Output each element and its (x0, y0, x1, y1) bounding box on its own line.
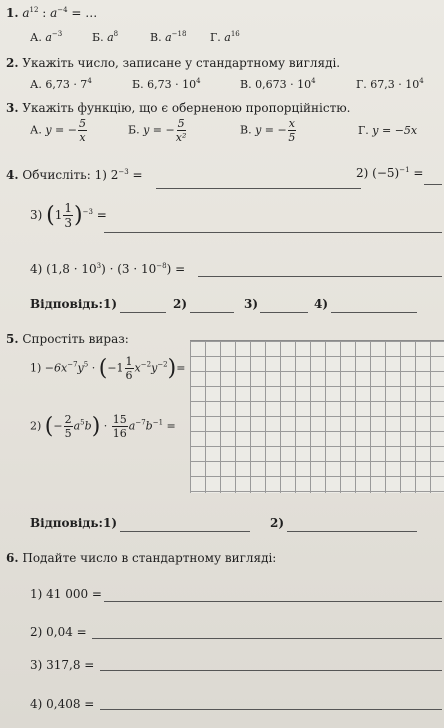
option-letter: Г. (358, 124, 369, 137)
q2-option-c[interactable] (240, 78, 316, 91)
option-exp: 16 (230, 30, 240, 38)
q1-option-a[interactable] (30, 31, 62, 44)
q4-p4-a: (1,8 · 10 (46, 262, 97, 276)
option-letter: Б. (92, 31, 104, 44)
q4-p2-answer-line[interactable] (424, 184, 442, 185)
q4-p3-whole: 1 (54, 208, 63, 222)
q5-e2-fraction-2: $\frac{15}{16}$ (112, 413, 127, 440)
q6-item-1-line[interactable] (104, 601, 442, 602)
q4-p4-tail: ) = (166, 262, 186, 276)
q1-option-d[interactable] (210, 31, 240, 44)
q4-p4-b-exp: −8 (156, 262, 167, 270)
q4-p2-base: (−5) (372, 166, 400, 180)
option-letter: А. (30, 78, 42, 91)
option-letter: Б. (128, 123, 140, 137)
q1-exp1: 12 (29, 6, 39, 14)
q5-answer-2-line[interactable] (287, 531, 417, 532)
option-base: a (107, 31, 114, 44)
q5-answer-1-label: 1) (103, 516, 118, 530)
q5-answer-2-label: 2) (270, 516, 285, 530)
q2-number: 2. (6, 56, 19, 70)
option-exp: 4 (419, 77, 424, 85)
q4-p3-exp: −3 (82, 208, 93, 216)
q4-p3-label: 3) (30, 208, 43, 222)
option-lhs: y = − (45, 123, 77, 137)
q4-answer-4-line[interactable] (331, 312, 417, 313)
q5-expr-2: 2) (− $\frac{2}{5}$ $a^5b$) · $\frac{15}{16}$ $a^{-7}b^{-1}$ = (30, 413, 176, 440)
q1-tail: = … (67, 6, 98, 20)
q5-e1-c1: −6x (44, 361, 68, 375)
q3-option-c[interactable] (240, 118, 297, 143)
option-exp: 4 (311, 77, 316, 85)
option-exp: 8 (113, 30, 119, 38)
q5-e1-c3: −1 (107, 361, 124, 375)
option-letter: Г. (356, 78, 367, 91)
q1-base2: a (50, 6, 58, 20)
q4-p2-label: 2) (356, 166, 369, 180)
option-exp: −3 (51, 30, 63, 38)
option-value: 0,673 · 10 (255, 78, 312, 91)
q4-answer-3-line[interactable] (260, 312, 308, 313)
q5-e2-tail: = (163, 419, 176, 433)
q5-e2-label: 2) (30, 419, 42, 433)
q3-text: Укажіть функцію, що є оберненою пропорційністю. (22, 101, 351, 115)
q4-answer-1-label: 1) (103, 297, 118, 311)
q5-number: 5. (6, 332, 19, 346)
q4-p4-mid: ) · (3 · 10 (101, 262, 157, 276)
q4-p3-tail: = (96, 208, 107, 222)
option-lhs: y = − (255, 123, 287, 137)
q4-p3-answer-line[interactable] (104, 232, 442, 233)
q6-item-3-line[interactable] (100, 670, 442, 671)
q5-prompt (6, 332, 129, 346)
option-lhs: y = −5x (372, 124, 418, 137)
q1-exp2: −4 (57, 6, 68, 14)
q1-op: : (38, 6, 51, 20)
q4-p2-tail: = (409, 166, 424, 180)
q2-option-d[interactable] (356, 78, 424, 91)
q3-number: 3. (6, 101, 19, 115)
q4-answer-2-line[interactable] (190, 312, 234, 313)
q4-answer-3-label: 3) (244, 297, 259, 311)
q1-option-c[interactable] (150, 31, 186, 44)
option-fraction: $\frac{5}{\text{x²}}$ (175, 117, 187, 144)
q5-expr-1: $1) -6x^{-7}y^5 \cdot (-1$ $\frac{1}{6}$ $x^{-2}y^{-2})=$ (30, 355, 186, 382)
option-letter: В. (240, 78, 252, 91)
option-exp: 4 (87, 77, 92, 85)
q1-prompt (6, 6, 97, 20)
option-letter: В. (150, 31, 162, 44)
q6-text: Подайте число в стандартному вигляді: (22, 551, 277, 565)
option-letter: В. (240, 123, 252, 137)
q4-p3: 3) (1 $\frac{1}{3}$ )$^{-3}$ = (30, 201, 107, 230)
q5-e2-fraction-1: $\frac{2}{5}$ (64, 413, 72, 440)
q4-answer-2-label: 2) (173, 297, 188, 311)
option-base: a (165, 31, 172, 44)
q5-text: Спростіть вираз: (22, 332, 129, 346)
q1-base1: a (22, 6, 30, 20)
q4-p1-answer-line[interactable] (156, 188, 361, 189)
q2-text: Укажіть число, записане у стандартному вигляді. (22, 56, 341, 70)
option-exp: −18 (171, 30, 187, 38)
q6-prompt (6, 551, 276, 565)
q3-option-b[interactable] (128, 118, 187, 143)
q4-p1-exp: −3 (118, 168, 129, 176)
q5-e1-fraction: $\frac{1}{6}$ (125, 355, 133, 382)
q5-answers-label: Відповідь: (30, 516, 103, 530)
q4-p3-fraction: $\frac{1}{3}$ (64, 201, 73, 230)
q4-p1-tail: = (128, 168, 143, 182)
option-value: 6,73 · 7 (45, 78, 88, 91)
q4-p2 (356, 166, 423, 180)
q4-p4-label: 4) (30, 262, 43, 276)
q4-p1-base: 2 (110, 168, 119, 182)
q4-text: Обчисліть: (22, 168, 91, 182)
option-value: 6,73 · 10 (147, 78, 197, 91)
q5-e1-tail: = (176, 361, 186, 375)
q4-prompt (6, 168, 143, 182)
q5-e1-c2: y (77, 361, 84, 375)
option-exp: 4 (196, 77, 201, 85)
q6-item-1: 1) 41 000 = (30, 587, 102, 601)
option-fraction: $\frac{5}{x}$ (78, 117, 86, 144)
q3-option-d[interactable] (358, 124, 417, 137)
q4-p4-a-exp: 3 (96, 262, 102, 270)
option-letter: Г. (210, 31, 221, 44)
q4-p1-label: 1) (94, 168, 107, 182)
q6-number: 6. (6, 551, 19, 565)
q6-item-3: 3) 317,8 = (30, 658, 95, 672)
option-value: 67,3 · 10 (370, 78, 420, 91)
q3-prompt (6, 101, 351, 115)
q2-option-b[interactable] (132, 78, 201, 91)
option-lhs: y = − (143, 123, 175, 137)
q6-item-2-line[interactable] (92, 638, 442, 639)
q4-answers-label: Відповідь: (30, 297, 103, 311)
option-fraction: $\frac{x}{5}$ (288, 117, 296, 144)
option-letter: А. (30, 31, 42, 44)
q2-prompt (6, 56, 340, 70)
q5-answer-1-line[interactable] (120, 531, 250, 532)
q4-p2-exp: −1 (399, 166, 410, 174)
option-letter: А. (30, 123, 42, 137)
q4-answer-4-label: 4) (314, 297, 329, 311)
q5-e1-label: 1) (30, 361, 42, 375)
q4-number: 4. (6, 168, 19, 182)
option-letter: Б. (132, 78, 144, 91)
q1-number: 1. (6, 6, 19, 20)
q6-item-4-line[interactable] (100, 709, 442, 710)
q3-option-a[interactable] (30, 118, 88, 143)
q4-answer-1-line[interactable] (120, 312, 166, 313)
q6-item-2: 2) 0,04 = (30, 625, 87, 639)
q4-p4-answer-line[interactable] (198, 276, 442, 277)
option-base: a (45, 31, 52, 44)
q6-item-4: 4) 0,408 = (30, 697, 95, 711)
option-base: a (224, 31, 231, 44)
q1-option-b[interactable] (92, 31, 118, 44)
q4-p4 (30, 262, 185, 276)
answer-grid[interactable] (190, 340, 444, 493)
q2-option-a[interactable] (30, 78, 92, 91)
